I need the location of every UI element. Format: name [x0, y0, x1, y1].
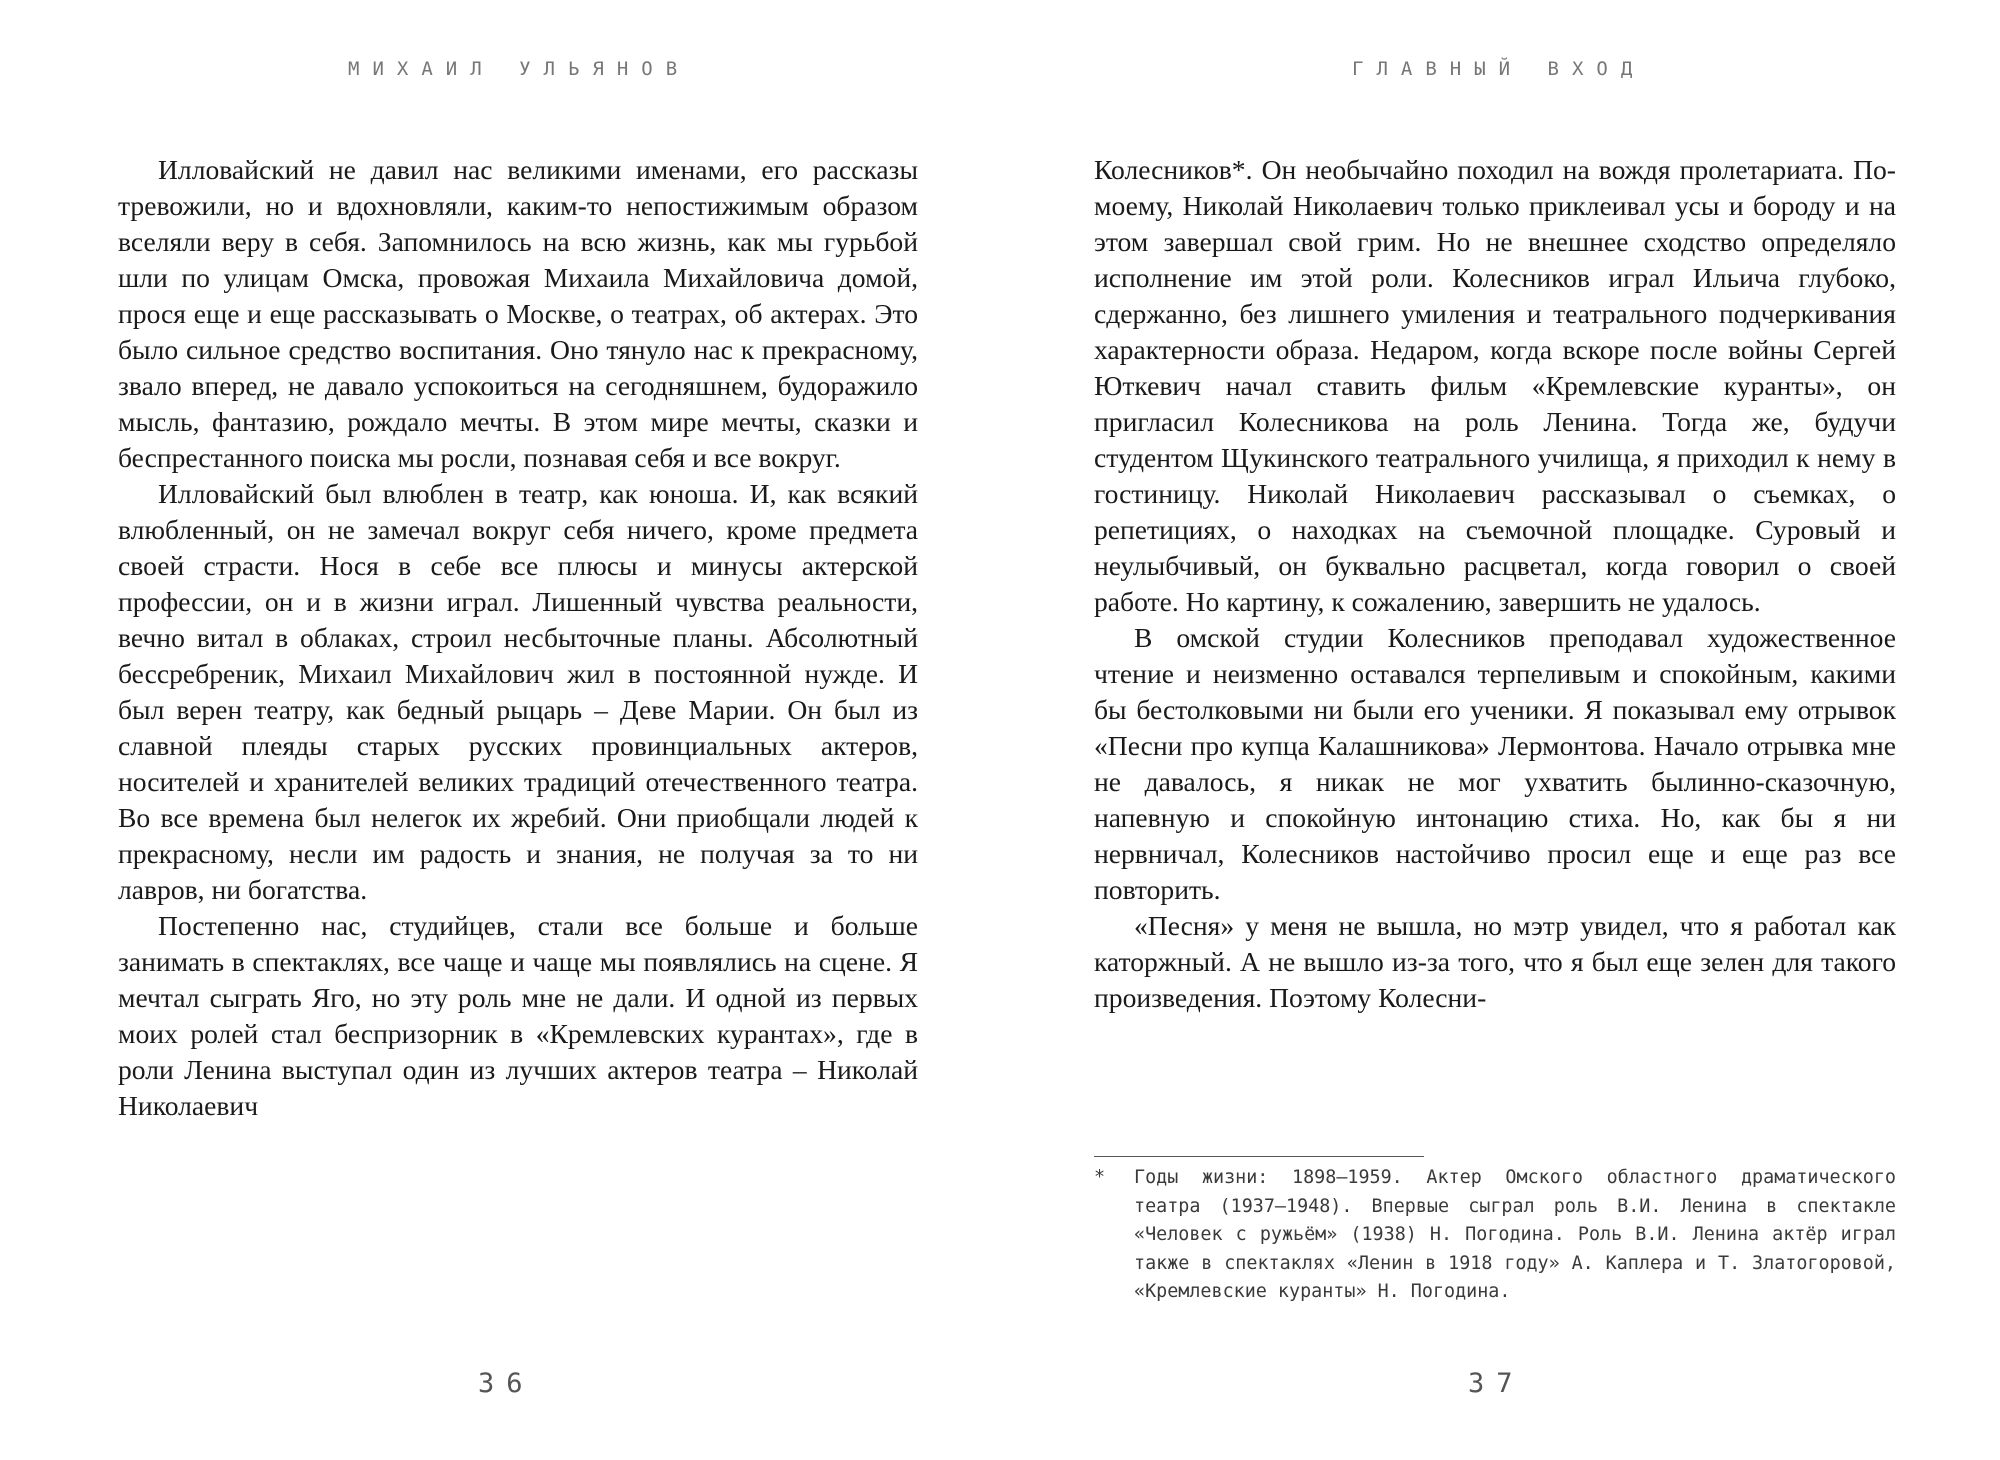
running-head-title: ГЛАВНЫЙ ВХОД — [1352, 58, 1646, 80]
footnote-text: Годы жизни: 1898–1959. Актер Омского областного драматического театра (1937–1948). Впервые сыграл роль В.И. Ленина в спектакле «Человек с ружьём» (1938) Н. Погодина. Роль В.И. Ленина актёр играл также в спектаклях «Ленин в 1918 году» А. Каплера и Т. Златогоровой, «Кремлевские куранты» Н. Погодина. — [1134, 1167, 1896, 1302]
footnote-mark: * — [1094, 1167, 1106, 1188]
running-head-author: МИХАИЛ УЛЬЯНОВ — [348, 58, 691, 80]
page-number-right: 37 — [1468, 1368, 1525, 1399]
paragraph-continuation: Колесников*. Он необычайно походил на вождя пролетариата. По-моему, Николай Николаевич только приклеивал усы и бороду и на этом завершал свой грим. Но не внешнее сходство определяло исполнение им этой роли. Колесников играл Ильича глубоко, сдержанно, без лишнего умиления и театрального подчеркивания характерности образа. Недаром, когда вскоре после войны Сергей Юткевич начал ставить фильм «Кремлевские куранты», он пригласил Колесникова на роль Ленина. Тогда же, будучи студентом Щукинского театрального училища, я приходил к нему в гостиницу. Николай Николаевич рассказывал о съемках, о репетициях, о находках на съемочной площадке. Суровый и неулыбчивый, он буквально расцветал, когда говорил о своей работе. Но картину, к сожалению, завершить не удалось. — [1094, 154, 1896, 617]
body-text-right — [1094, 152, 1896, 1016]
body-text-left — [118, 152, 918, 1124]
page-number-left: 36 — [478, 1368, 535, 1399]
paragraph: Илловайский не давил нас великими именами, его рассказы тревожили, но и вдохновляли, каким-то непостижимым образом вселяли веру в себя. Запомнилось на всю жизнь, как мы гурьбой шли по улицам Омска, провожая Михаила Михайловича домой, прося еще и еще рассказывать о Москве, о театрах, об актерах. Это было сильное средство воспитания. Оно тянуло нас к прекрасному, звало вперед, не давало успокоиться на сегодняшнем, будоражило мысль, фантазию, рождало мечты. В этом мире мечты, сказки и беспрестанного поиска мы росли, познавая себя и все вокруг. — [118, 154, 918, 473]
paragraph: Илловайский был влюблен в театр, как юноша. И, как всякий влюбленный, он не замечал вокруг себя ничего, кроме предмета своей страсти. Нося в себе все плюсы и минусы актерской профессии, он и в жизни играл. Лишенный чувства реальности, вечно витал в облаках, строил несбыточные планы. Абсолютный бессребреник, Михаил Михайлович жил в постоянной нужде. И был верен театру, как бедный рыцарь – Деве Марии. Он был из славной плеяды старых русских провинциальных актеров, носителей и хранителей великих традиций отечественного театра. Во все времена был нелегок их жребий. Они приобщали людей к прекрасному, несли им радость и знания, не получая за то ни лавров, ни богатства. — [118, 478, 918, 905]
footnote — [1094, 1164, 1896, 1307]
right-page — [1000, 0, 2000, 1460]
paragraph: «Песня» у меня не вышла, но мэтр увидел, что я работал как каторжный. А не вышло из-за того, что я был еще зелен для такого произведения. Поэтому Колесни- — [1094, 910, 1896, 1013]
footnote-divider — [1094, 1156, 1424, 1157]
paragraph: Постепенно нас, студийцев, стали все больше и больше занимать в спектаклях, все чаще и чаще мы появлялись на сцене. Я мечтал сыграть Яго, но эту роль мне не дали. И одной из первых моих ролей стал беспризорник в «Кремлевских курантах», где в роли Ленина выступал один из лучших актеров театра – Николай Николаевич — [118, 910, 918, 1121]
paragraph: В омской студии Колесников преподавал художественное чтение и неизменно оставался терпеливым и спокойным, какими бы бестолковыми ни были его ученики. Я показывал ему отрывок «Песни про купца Калашникова» Лермонтова. Начало отрывка мне не давалось, я никак не мог ухватить былинно-сказочную, напевную и спокойную интонацию стиха. Но, как бы я ни нервничал, Колесников настойчиво просил еще и еще раз все повторить. — [1094, 622, 1896, 905]
